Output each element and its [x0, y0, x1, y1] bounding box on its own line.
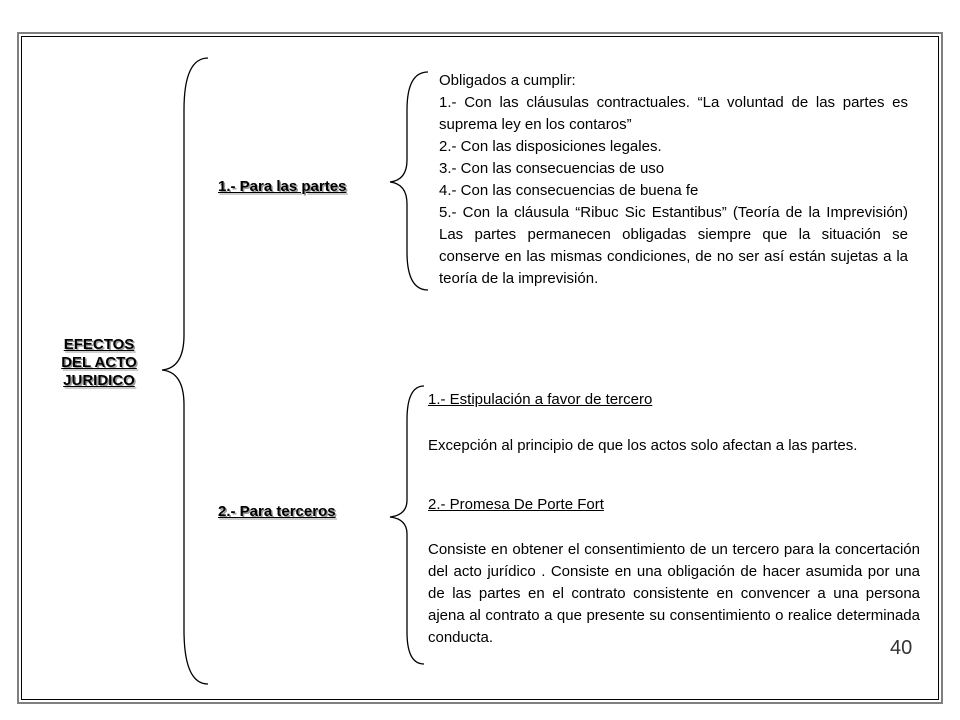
third-party-title-1: 1.- Estipulación a favor de tercero	[428, 391, 653, 408]
branch-label-partes: 1.- Para las partes	[218, 178, 347, 195]
obligation-item-1: 1.- Con las cláusulas contractuales. “La voluntad de las partes es suprema ley en los contaros”	[439, 94, 908, 133]
obligations-block	[439, 70, 908, 290]
brace-branch2	[390, 386, 424, 664]
branch-label-terceros: 2.- Para terceros	[218, 503, 336, 520]
main-title-line-2: DEL ACTO	[61, 354, 137, 371]
obligations-heading: Obligados a cumplir:	[439, 72, 576, 89]
obligation-item-3: 3.- Con las consecuencias de uso	[439, 160, 665, 177]
main-title	[40, 336, 158, 390]
obligation-item-2: 2.- Con las disposiciones legales.	[439, 138, 662, 155]
third-party-text-1: Excepción al principio de que los actos solo afectan a las partes.	[428, 437, 858, 454]
obligation-item-4: 4.- Con las consecuencias de buena fe	[439, 182, 699, 199]
third-party-title-2: 2.- Promesa De Porte Fort	[428, 496, 604, 513]
third-party-text-2: Consiste en obtener el consentimiento de un tercero para la concertación del acto jurídico . Consiste en una obligación de hacer asumida por una de las partes en el contrato consistente en convencer a una persona ajena al contrato a que presente su consentimiento o realice determinada conducta.	[428, 541, 920, 646]
page-number: 40	[890, 637, 913, 659]
obligation-item-5: 5.- Con la cláusula “Ribuc Sic Estantibus” (Teoría de la Imprevisión) Las partes permanecen obligadas siempre que la situación se conserve en las mismas condiciones, de no ser así están sujetas a la teoría de la imprevisión.	[439, 204, 908, 287]
main-title-line-1: EFECTOS	[63, 336, 135, 353]
brace-branch1	[390, 72, 428, 290]
main-title-line-3: JURIDICO	[63, 372, 135, 389]
main-brace	[162, 58, 208, 684]
